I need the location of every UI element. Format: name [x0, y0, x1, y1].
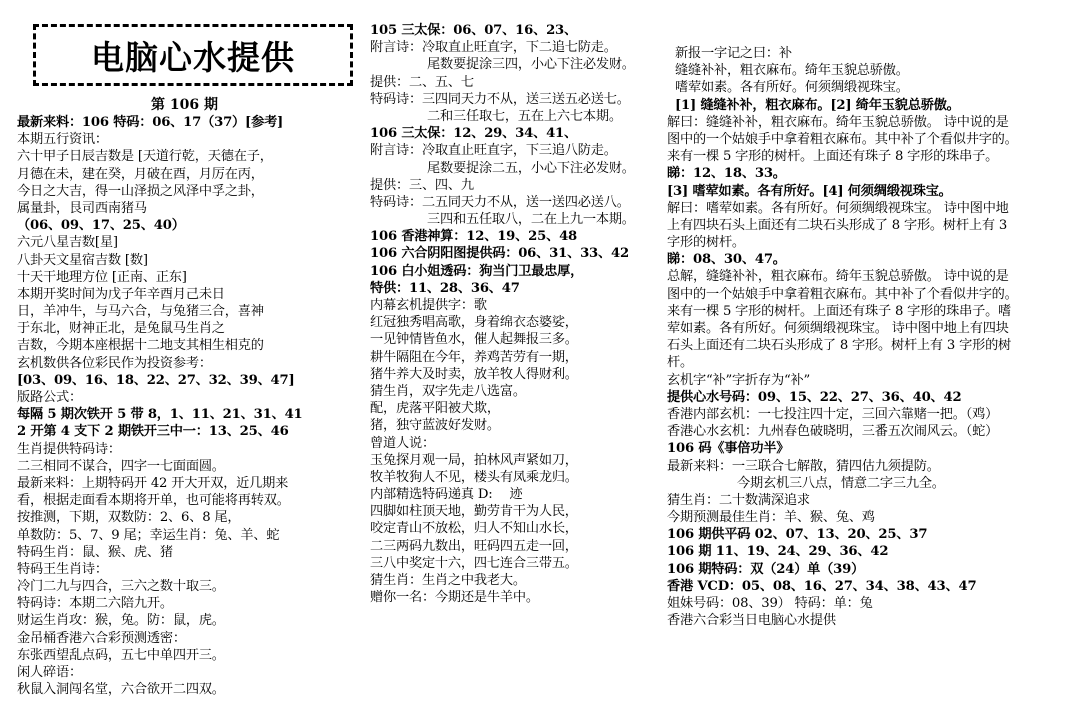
col2-text-line: 配，虎落平阳被犬欺，: [370, 401, 500, 417]
col1-text-line: 闲人碎语：: [17, 665, 82, 680]
col2-text-line: 附言诗：冷取直止旺直字，下三追八防走。: [370, 143, 617, 159]
col1-text-line: 生肖提供特码诗：: [17, 441, 121, 457]
col2-text-line: 附言诗：冷取直止旺直字，下二追七防走。: [370, 40, 617, 56]
col2-text-line: 赠你一名：今期还是牛羊中。: [370, 590, 539, 606]
col3-text-line: 石头上面还有二块石头形成了 8 字形。树杆上有 3 字形的树: [667, 338, 1012, 354]
col1-text-line: [03、09、16、18、22、27、32、39、47]: [17, 372, 295, 388]
col3-text-line: 香港 VCD：05、08、16、27、34、38、43、47: [667, 578, 977, 594]
col2-text-line: 耕牛隔阻在今年，养鸡苦劳有一期，: [370, 349, 578, 365]
col3-text-line: 嗜荤如素。各有所好。何须绸缎视珠宝。: [675, 80, 909, 96]
col1-text-line: 每隔 5 期次铁开 5 带 8，1、11、21、31、41: [17, 407, 303, 423]
col1-text-line: 财运生肖攻：猴，兔。防：鼠，虎。: [17, 613, 225, 629]
col3-text-line: 猜生肖：二十数满深追求: [667, 492, 810, 508]
col2-text-line: 内部精选特码递真 D: 迹: [370, 487, 523, 503]
col2-text-line: 特供：11、28、36、47: [370, 280, 520, 296]
column-right: [667, 45, 1077, 629]
col3-text-line: 新报一字记之曰：补: [675, 46, 792, 61]
col3-text-line: 缝缝补补，粗衣麻布。绮年玉貌总骄傲。: [675, 63, 909, 79]
col3-text-line: 荤如素。各有所好。何须绸缎视珠宝。 诗中图中地上有四块: [667, 321, 1009, 336]
col3-text-line: 字形的树杆。: [667, 235, 745, 251]
page-title: 电脑心水提供: [91, 37, 295, 77]
col1-text-line: 按推测，下期，双数防：2、6、8 尾，: [17, 510, 241, 526]
col3-text-line: 图中的一个姑娘手中拿着粗衣麻布。其中补了个看似井字的。: [667, 131, 1018, 147]
col2-text-line: 猪，独守蓝波好发财。: [370, 418, 500, 434]
col3-text-line: 解曰：缝缝补补，粗衣麻布。绮年玉貌总骄傲。 诗中说的是: [667, 114, 1009, 130]
col1-text-line: 本期五行资讯：: [17, 132, 108, 148]
col2-text-line: 玉兔探月观一局，拍林风声紧如刀，: [370, 452, 578, 468]
col2-text-line: 猪牛养大及时卖，放羊牧人得财利。: [370, 366, 578, 382]
col3-text-line: [1] 缝缝补补，粗衣麻布。[2] 绮年玉貌总骄傲。: [675, 97, 960, 113]
issue-number: 第 106 期: [151, 97, 218, 113]
col2-text-line: 三四和五任取八，二在上九一本期。: [427, 212, 635, 228]
col3-text-line: 上有四块石头上面还有二块石头形成了 8 字形。树杆上有 3: [667, 217, 1008, 233]
col1-text-line: 月德在未，建在癸，月破在酉，月厉在丙，: [17, 166, 264, 182]
col1-text-line: 玄机数供各位彩民作为投资参考：: [17, 355, 212, 371]
col3-text-line: 图中的一个姑娘手中拿着粗衣麻布。其中补了个看似井字的。: [667, 286, 1018, 302]
title-box: [33, 24, 353, 86]
col2-text-line: 特码诗：二五同天力不从，送一送四必送八。: [370, 194, 630, 210]
col2-text-line: 106 三太保：12、29、34、41、: [370, 126, 578, 142]
col3-text-line: 来有一棵 5 字形的树杆。上面还有珠子 8 字形的珠串子。: [667, 149, 999, 165]
col2-text-line: 106 六合阴阳图提供码：06、31、33、42: [370, 246, 629, 262]
col1-text-line: 吉数，今期本座根据十二地支其相生相克的: [17, 338, 264, 354]
col1-text-line: 于东北，财神正北，是兔鼠马生肖之: [17, 321, 225, 337]
col3-text-line: 106 期供平码 02、07、13、20、25、37: [667, 527, 928, 543]
col2-text-line: 提供：二、五、七: [370, 74, 474, 90]
col2-text-line: 曾道人说：: [370, 435, 435, 451]
col1-text-line: 特码诗：本期二六陪九开。: [17, 596, 173, 612]
column-left: [17, 96, 352, 698]
col1-text-line: 单数防：5、7、9 尾；幸运生肖：兔、羊、蛇: [17, 527, 280, 543]
col1-text-line: 冷门二九与四合，三六之数十取三。: [17, 579, 225, 595]
col1-text-line: 最新来料：106 特码：06、17（37）[参考]: [17, 115, 284, 130]
column-middle: [370, 22, 665, 606]
col3-text-line: 睇：12、18、33。: [667, 166, 786, 182]
col3-text-line: 解曰：嗜荤如素。各有所好。何须绸缎视珠宝。 诗中图中地: [667, 200, 1009, 216]
col3-text-line: 香港内部玄机：一七投注四十定，三回六靠赌一把。（鸡）: [667, 406, 999, 422]
col1-text-line: 2 开第 4 支下 2 期铁开三中一：13、25、46: [17, 424, 289, 440]
col1-text-line: 日，羊冲牛，与马六合，与兔猪三合，喜神: [17, 304, 264, 320]
col1-text-line: 看，根据走面看本期将开单，也可能将再转双。: [17, 493, 290, 509]
col1-text-line: 属量卦，艮司西南猪马: [17, 200, 147, 216]
col3-text-line: 提供心水号码：09、15、22、27、36、40、42: [667, 389, 962, 405]
col2-text-line: 特码诗：三四同天力不从，送三送五必送七。: [370, 91, 630, 107]
col1-text-line: 六元八星吉数[星]: [17, 235, 118, 251]
col2-text-line: 四脚如柱顶天地，勤劳肯干为人民，: [370, 504, 578, 520]
col1-text-line: 金吊桶香港六合彩预测透密：: [17, 630, 186, 646]
col3-text-line: 今期玄机三八点，情意二字三九全。: [737, 475, 945, 491]
col1-text-line: 特码王生肖诗：: [17, 561, 108, 577]
col2-text-line: 尾数要捉涂三四，小心下注必发财。: [427, 57, 635, 73]
col2-text-line: 红冠独秀唱高歌，身着绵衣态婆娑，: [370, 315, 578, 331]
col2-text-line: 一见钟情皆鱼水，催人起舞报三多。: [370, 332, 578, 348]
col1-text-line: （06、09、17、25、40）: [17, 218, 185, 234]
col1-text-line: 最新来料：上期特码开 42 开大开双，近几期来: [17, 475, 289, 491]
col2-text-line: 二三两码九数出，旺码四五走一回，: [370, 538, 578, 554]
col2-text-line: 牧羊牧狗人不见，楼头有凤乘龙归。: [370, 469, 578, 485]
col2-text-line: 尾数要捉涂二五，小心下注必发财。: [427, 160, 635, 176]
col1-text-line: 东张西望乱点码，五七中单四开三。: [17, 647, 225, 663]
col1-text-line: 版路公式：: [17, 390, 82, 405]
col2-text-line: 猜生肖，双字先走八选富。: [370, 383, 526, 399]
col2-text-line: 咬定青山不放松，归人不知山水长，: [370, 521, 578, 537]
col1-text-line: 十天干地理方位 [正南、正东]: [17, 269, 187, 285]
col3-text-line: 最新来料：一三联合七解散，猜四估九须提防。: [667, 458, 940, 474]
col2-text-line: 106 香港神算：12、19、25、48: [370, 229, 578, 245]
col1-text-line: 特码生肖：鼠、猴、虎、猪: [17, 544, 173, 560]
col2-text-line: 内幕玄机提供字：歌: [370, 298, 487, 313]
col1-text-line: 六十甲子日辰吉数是 [天道行乾，天德在子，: [17, 149, 273, 165]
col3-text-line: 106 期 11、19、24、29、36、42: [667, 544, 889, 560]
col1-text-line: 今日之大吉，得一山泽损之风泽中孚之卦，: [17, 183, 264, 199]
col2-text-line: 105 三太保：06、07、16、23、: [370, 23, 578, 38]
col3-text-line: 杆。: [667, 355, 693, 371]
col1-text-line: 八卦天文星宿吉数 [数]: [17, 252, 148, 268]
col2-text-line: 猜生肖：生肖之中我老大。: [370, 573, 526, 588]
col3-text-line: 睇：08、30、47。: [667, 252, 786, 268]
col2-text-line: 三八中奖定十六，四七连合三带五。: [370, 555, 578, 571]
col1-text-line: 本期开奖时间为戊子年辛酉月己未日: [17, 286, 225, 302]
col2-text-line: 提供：三、四、九: [370, 177, 474, 193]
col3-text-line: 姐妹号码：08、39） 特码：单：兔: [667, 596, 873, 611]
col3-text-line: 香港心水玄机：九州春色破晓明，三番五次闹风云。（蛇）: [667, 424, 999, 440]
col3-text-line: 香港六合彩当日电脑心水提供: [667, 613, 836, 629]
col3-text-line: 106 码《事倍功半》: [667, 441, 790, 457]
col3-text-line: 来有一棵 5 字形的树杆。上面还有珠子 8 字形的珠串子。嗜: [667, 303, 1012, 319]
col3-text-line: 玄机字“补”字折存为“补”: [667, 372, 811, 388]
col1-text-line: 秋鼠入洞闯名堂，六合欲开二四双。: [17, 682, 225, 698]
col3-text-line: 总解，缝缝补补，粗衣麻布。绮年玉貌总骄傲。 诗中说的是: [667, 269, 1009, 285]
col2-text-line: 二和三任取七，五在上六七本期。: [427, 108, 622, 124]
col1-text-line: 二三相同不谋合，四字一七面面圆。: [17, 458, 225, 474]
col2-text-line: 106 白小姐透码：狗当门卫最忠厚，: [370, 263, 584, 279]
col3-text-line: 106 期特码：双（24）单（39）: [667, 561, 865, 577]
col3-text-line: 今期预测最佳生肖：羊、猴、兔、鸡: [667, 510, 875, 526]
col3-text-line: [3] 嗜荤如素。各有所好。[4] 何须绸缎视珠宝。: [667, 183, 952, 199]
